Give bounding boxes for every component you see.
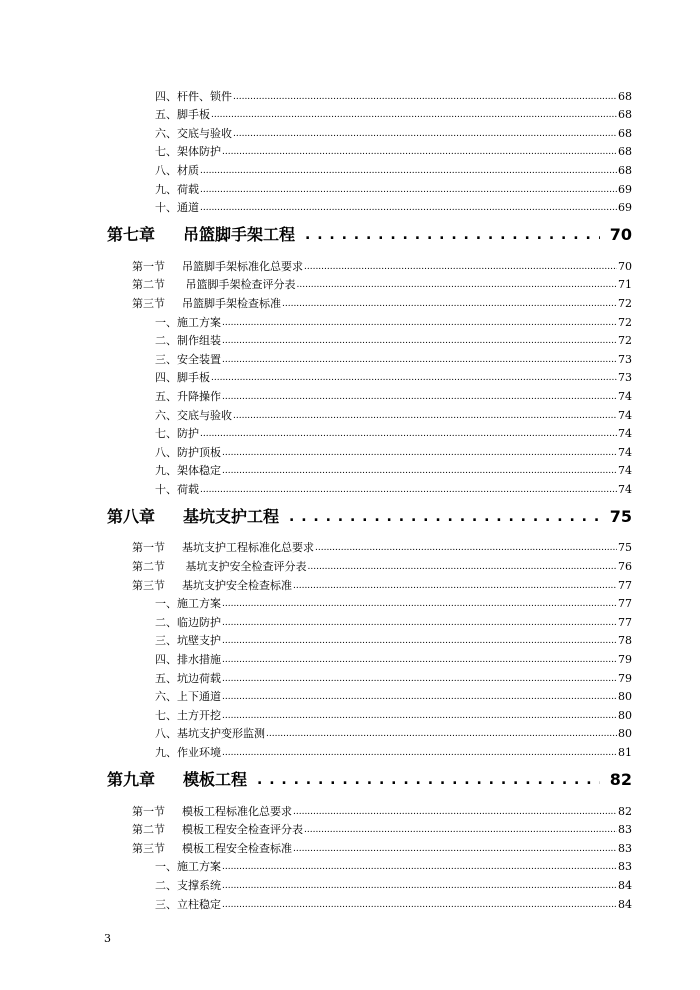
toc-page-number: 83 bbox=[618, 841, 632, 855]
toc-item-label bbox=[155, 390, 221, 404]
toc-section-label bbox=[132, 579, 292, 593]
toc-item-label bbox=[155, 672, 221, 686]
toc-page-number: 68 bbox=[618, 145, 632, 159]
toc-page-number: 74 bbox=[618, 445, 632, 459]
toc-item-row[interactable] bbox=[0, 874, 700, 893]
toc-page-number: 83 bbox=[618, 823, 632, 837]
toc-item-title: 五、升降操作 bbox=[155, 389, 221, 403]
dot-leader bbox=[222, 653, 617, 667]
toc-page-number: 80 bbox=[618, 727, 632, 741]
toc-item-title: 九、作业环境 bbox=[155, 746, 221, 759]
toc-section-number: 第一节 bbox=[132, 259, 165, 273]
toc-page-number: 84 bbox=[618, 897, 632, 911]
toc-item-row[interactable] bbox=[0, 593, 700, 612]
toc-item-label bbox=[155, 164, 199, 178]
toc-item-title: 七、防护 bbox=[155, 427, 199, 441]
dot-leader bbox=[297, 278, 618, 292]
page-number: 3 bbox=[104, 932, 111, 945]
toc-item-row[interactable] bbox=[0, 723, 700, 742]
toc-section-title: 基坑支护工程标准化总要求 bbox=[182, 541, 314, 555]
toc-page-number: 69 bbox=[618, 201, 632, 215]
dot-leader bbox=[289, 507, 600, 527]
toc-section-label bbox=[132, 297, 281, 311]
toc-item-title: 七、架体防护 bbox=[155, 145, 221, 159]
dot-leader bbox=[200, 483, 617, 497]
toc-page-number: 77 bbox=[618, 597, 632, 611]
toc-section-row[interactable] bbox=[0, 292, 700, 311]
toc-page-number: 75 bbox=[609, 506, 632, 526]
toc-chapter-row[interactable] bbox=[0, 760, 700, 800]
toc-item-row[interactable] bbox=[0, 667, 700, 686]
dot-leader bbox=[222, 316, 617, 330]
dot-leader bbox=[233, 90, 617, 104]
toc-item-label bbox=[155, 746, 221, 760]
toc-page-number: 83 bbox=[618, 860, 632, 874]
dot-leader bbox=[222, 879, 617, 893]
toc-item-label bbox=[155, 653, 221, 667]
toc-page-number: 74 bbox=[618, 427, 632, 441]
toc-item-label bbox=[155, 690, 221, 704]
toc-chapter-label bbox=[107, 225, 295, 245]
toc-section-row[interactable] bbox=[0, 274, 700, 293]
toc-item-label bbox=[155, 634, 221, 648]
toc-item-title: 四、杆件、锁件 bbox=[155, 89, 232, 103]
toc-section-row[interactable] bbox=[0, 537, 700, 556]
toc-section-number: 第三节 bbox=[132, 578, 165, 592]
toc-item-row[interactable] bbox=[0, 197, 700, 216]
toc-item-label bbox=[155, 898, 221, 912]
toc-item-title: 六、交底与验收 bbox=[155, 126, 232, 140]
toc-page-number: 80 bbox=[618, 690, 632, 704]
toc-item-row[interactable] bbox=[0, 441, 700, 460]
toc-item-label bbox=[155, 145, 221, 159]
toc-item-title: 四、脚手板 bbox=[155, 371, 210, 385]
table-of-contents bbox=[0, 85, 700, 912]
dot-leader bbox=[222, 616, 617, 630]
toc-item-row[interactable] bbox=[0, 630, 700, 649]
toc-item-title: 九、荷载 bbox=[155, 182, 199, 196]
toc-item-title: 一、施工方案 bbox=[155, 597, 221, 611]
toc-item-row[interactable] bbox=[0, 348, 700, 367]
dot-leader bbox=[233, 127, 617, 141]
toc-page-number: 74 bbox=[618, 389, 632, 403]
toc-item-label bbox=[155, 616, 221, 630]
dot-leader bbox=[200, 183, 617, 197]
toc-item-row[interactable] bbox=[0, 122, 700, 141]
toc-page-number: 82 bbox=[609, 770, 632, 789]
dot-leader bbox=[282, 297, 617, 311]
dot-leader bbox=[304, 823, 617, 837]
toc-page-number: 73 bbox=[618, 371, 632, 385]
toc-item-row[interactable] bbox=[0, 741, 700, 760]
toc-chapter-row[interactable] bbox=[0, 215, 700, 255]
toc-section-title: 模板工程安全检查评分表 bbox=[182, 823, 303, 837]
toc-chapter-title: 模板工程 bbox=[183, 770, 248, 789]
toc-section-label bbox=[132, 805, 292, 819]
toc-page-number: 74 bbox=[618, 464, 632, 478]
toc-chapter-number: 第八章 bbox=[107, 506, 156, 526]
toc-page-number: 82 bbox=[618, 804, 632, 818]
toc-chapter-number: 第七章 bbox=[107, 225, 156, 245]
toc-page-number: 72 bbox=[618, 296, 632, 310]
toc-item-label bbox=[155, 446, 221, 460]
toc-item-row[interactable] bbox=[0, 178, 700, 197]
toc-item-title: 八、基坑支护变形监测 bbox=[155, 727, 265, 741]
toc-item-title: 二、临边防护 bbox=[155, 615, 221, 629]
dot-leader bbox=[222, 446, 617, 460]
toc-page-number: 68 bbox=[618, 89, 632, 103]
toc-item-label bbox=[155, 127, 232, 141]
dot-leader bbox=[222, 634, 617, 648]
toc-item-label bbox=[155, 334, 221, 348]
toc-item-title: 七、土方开挖 bbox=[155, 708, 221, 722]
toc-item-title: 五、脚手板 bbox=[155, 108, 210, 122]
toc-item-row[interactable] bbox=[0, 648, 700, 667]
toc-page-number: 68 bbox=[618, 108, 632, 122]
toc-section-row[interactable] bbox=[0, 819, 700, 838]
toc-page-number: 78 bbox=[618, 634, 632, 648]
toc-section-row[interactable] bbox=[0, 255, 700, 274]
dot-leader bbox=[222, 709, 617, 723]
dot-leader bbox=[233, 409, 617, 423]
toc-item-title: 五、坑边荷载 bbox=[155, 671, 221, 685]
toc-page-number: 84 bbox=[618, 878, 632, 892]
toc-item-row[interactable] bbox=[0, 686, 700, 705]
toc-item-title: 三、坑壁支护 bbox=[155, 634, 221, 648]
dot-leader bbox=[222, 746, 617, 760]
toc-section-number: 第二节 bbox=[132, 823, 165, 837]
toc-chapter-number: 第九章 bbox=[107, 770, 156, 789]
dot-leader bbox=[222, 390, 617, 404]
toc-item-label bbox=[155, 201, 199, 215]
toc-section-number: 第二节 bbox=[132, 278, 165, 292]
dot-leader bbox=[222, 690, 617, 704]
toc-page-number: 69 bbox=[618, 182, 632, 196]
dot-leader bbox=[211, 371, 617, 385]
dot-leader bbox=[304, 260, 617, 274]
dot-leader bbox=[257, 770, 600, 790]
toc-page-number: 79 bbox=[618, 671, 632, 685]
toc-section-row[interactable] bbox=[0, 800, 700, 819]
toc-section-label bbox=[132, 278, 296, 292]
toc-item-label bbox=[155, 727, 265, 741]
dot-leader bbox=[308, 560, 618, 574]
toc-section-title: 模板工程安全检查标准 bbox=[182, 841, 292, 855]
dot-leader bbox=[305, 225, 600, 245]
toc-section-row[interactable] bbox=[0, 574, 700, 593]
toc-section-row[interactable] bbox=[0, 555, 700, 574]
toc-page-number: 68 bbox=[618, 163, 632, 177]
toc-page-number: 72 bbox=[618, 315, 632, 329]
toc-page-number: 77 bbox=[618, 615, 632, 629]
toc-item-title: 十、通道 bbox=[155, 201, 199, 215]
toc-page-number: 70 bbox=[618, 259, 632, 273]
toc-item-row[interactable] bbox=[0, 611, 700, 630]
toc-section-number: 第一节 bbox=[132, 804, 165, 818]
toc-item-label bbox=[155, 860, 221, 874]
toc-page-number: 74 bbox=[618, 482, 632, 496]
dot-leader bbox=[266, 727, 617, 741]
toc-item-title: 六、交底与验收 bbox=[155, 408, 232, 422]
toc-section-label bbox=[132, 541, 314, 555]
toc-item-row[interactable] bbox=[0, 104, 700, 123]
toc-item-title: 三、立柱稳定 bbox=[155, 897, 221, 911]
dot-leader bbox=[222, 898, 617, 912]
toc-item-row[interactable] bbox=[0, 856, 700, 875]
dot-leader bbox=[222, 597, 617, 611]
toc-page-number: 81 bbox=[618, 746, 632, 759]
toc-item-row[interactable] bbox=[0, 478, 700, 497]
toc-item-label bbox=[155, 409, 232, 423]
toc-section-title: 模板工程标准化总要求 bbox=[182, 804, 292, 818]
toc-item-label bbox=[155, 90, 232, 104]
toc-item-label bbox=[155, 879, 221, 893]
toc-item-title: 十、荷载 bbox=[155, 482, 199, 496]
dot-leader bbox=[222, 145, 617, 159]
toc-item-row[interactable] bbox=[0, 404, 700, 423]
toc-item-title: 二、支撑系统 bbox=[155, 878, 221, 892]
toc-chapter-label bbox=[107, 770, 247, 790]
toc-page-number: 71 bbox=[618, 278, 632, 292]
dot-leader bbox=[293, 579, 617, 593]
toc-item-title: 一、施工方案 bbox=[155, 860, 221, 874]
toc-section-label bbox=[132, 560, 307, 574]
toc-page-number: 79 bbox=[618, 653, 632, 667]
toc-item-row[interactable] bbox=[0, 311, 700, 330]
toc-section-title: 基坑支护安全检查标准 bbox=[182, 578, 292, 592]
dot-leader bbox=[222, 334, 617, 348]
dot-leader bbox=[315, 541, 617, 555]
toc-page-number: 68 bbox=[618, 126, 632, 140]
toc-item-title: 二、制作组装 bbox=[155, 334, 221, 348]
toc-item-title: 八、防护顶板 bbox=[155, 445, 221, 459]
toc-item-row[interactable] bbox=[0, 460, 700, 479]
toc-page-number: 74 bbox=[618, 408, 632, 422]
toc-section-title: 吊篮脚手架检查标准 bbox=[182, 296, 281, 310]
toc-section-number: 第三节 bbox=[132, 841, 165, 855]
toc-item-label bbox=[155, 597, 221, 611]
toc-item-title: 六、上下通道 bbox=[155, 690, 221, 704]
toc-chapter-title: 吊篮脚手架工程 bbox=[183, 225, 296, 245]
toc-section-number: 第三节 bbox=[132, 296, 165, 310]
toc-item-row[interactable] bbox=[0, 85, 700, 104]
dot-leader bbox=[200, 164, 617, 178]
toc-item-label bbox=[155, 108, 210, 122]
toc-page-number: 76 bbox=[618, 560, 632, 574]
toc-item-label bbox=[155, 316, 221, 330]
toc-item-row[interactable] bbox=[0, 704, 700, 723]
toc-item-label bbox=[155, 464, 221, 478]
dot-leader bbox=[293, 842, 617, 856]
toc-section-title: 吊篮脚手架标准化总要求 bbox=[182, 259, 303, 273]
toc-item-title: 八、材质 bbox=[155, 163, 199, 177]
toc-item-title: 三、安全装置 bbox=[155, 352, 221, 366]
toc-page-number: 75 bbox=[618, 541, 632, 555]
toc-item-label bbox=[155, 483, 199, 497]
toc-page-number: 70 bbox=[609, 225, 632, 245]
dot-leader bbox=[200, 201, 617, 215]
toc-item-row[interactable] bbox=[0, 159, 700, 178]
toc-item-label bbox=[155, 427, 199, 441]
toc-item-title: 一、施工方案 bbox=[155, 315, 221, 329]
toc-page-number: 80 bbox=[618, 708, 632, 722]
toc-section-number: 第二节 bbox=[132, 560, 165, 574]
toc-section-label bbox=[132, 842, 292, 856]
toc-item-label bbox=[155, 709, 221, 723]
dot-leader bbox=[293, 805, 617, 819]
toc-item-label bbox=[155, 183, 199, 197]
toc-section-label bbox=[132, 260, 303, 274]
toc-section-row[interactable] bbox=[0, 837, 700, 856]
toc-item-row[interactable] bbox=[0, 893, 700, 912]
toc-page-number: 77 bbox=[618, 578, 632, 592]
dot-leader bbox=[222, 464, 617, 478]
toc-page-number: 73 bbox=[618, 352, 632, 366]
toc-section-number: 第一节 bbox=[132, 541, 165, 555]
toc-chapter-title: 基坑支护工程 bbox=[183, 506, 280, 526]
toc-item-row[interactable] bbox=[0, 330, 700, 349]
dot-leader bbox=[222, 860, 617, 874]
dot-leader bbox=[222, 353, 617, 367]
toc-section-label bbox=[132, 823, 303, 837]
dot-leader bbox=[211, 108, 617, 122]
toc-item-row[interactable] bbox=[0, 423, 700, 442]
toc-item-row[interactable] bbox=[0, 385, 700, 404]
toc-item-row[interactable] bbox=[0, 367, 700, 386]
dot-leader bbox=[222, 672, 617, 686]
toc-item-title: 九、架体稳定 bbox=[155, 464, 221, 478]
toc-item-title: 四、排水措施 bbox=[155, 653, 221, 667]
toc-chapter-row[interactable] bbox=[0, 497, 700, 537]
toc-section-title: 基坑支护安全检查评分表 bbox=[182, 560, 307, 574]
toc-page-number: 72 bbox=[618, 334, 632, 348]
toc-item-row[interactable] bbox=[0, 141, 700, 160]
toc-item-label bbox=[155, 353, 221, 367]
dot-leader bbox=[200, 427, 617, 441]
toc-item-label bbox=[155, 371, 210, 385]
toc-chapter-label bbox=[107, 507, 279, 527]
toc-section-title: 吊篮脚手架检查评分表 bbox=[182, 278, 296, 292]
